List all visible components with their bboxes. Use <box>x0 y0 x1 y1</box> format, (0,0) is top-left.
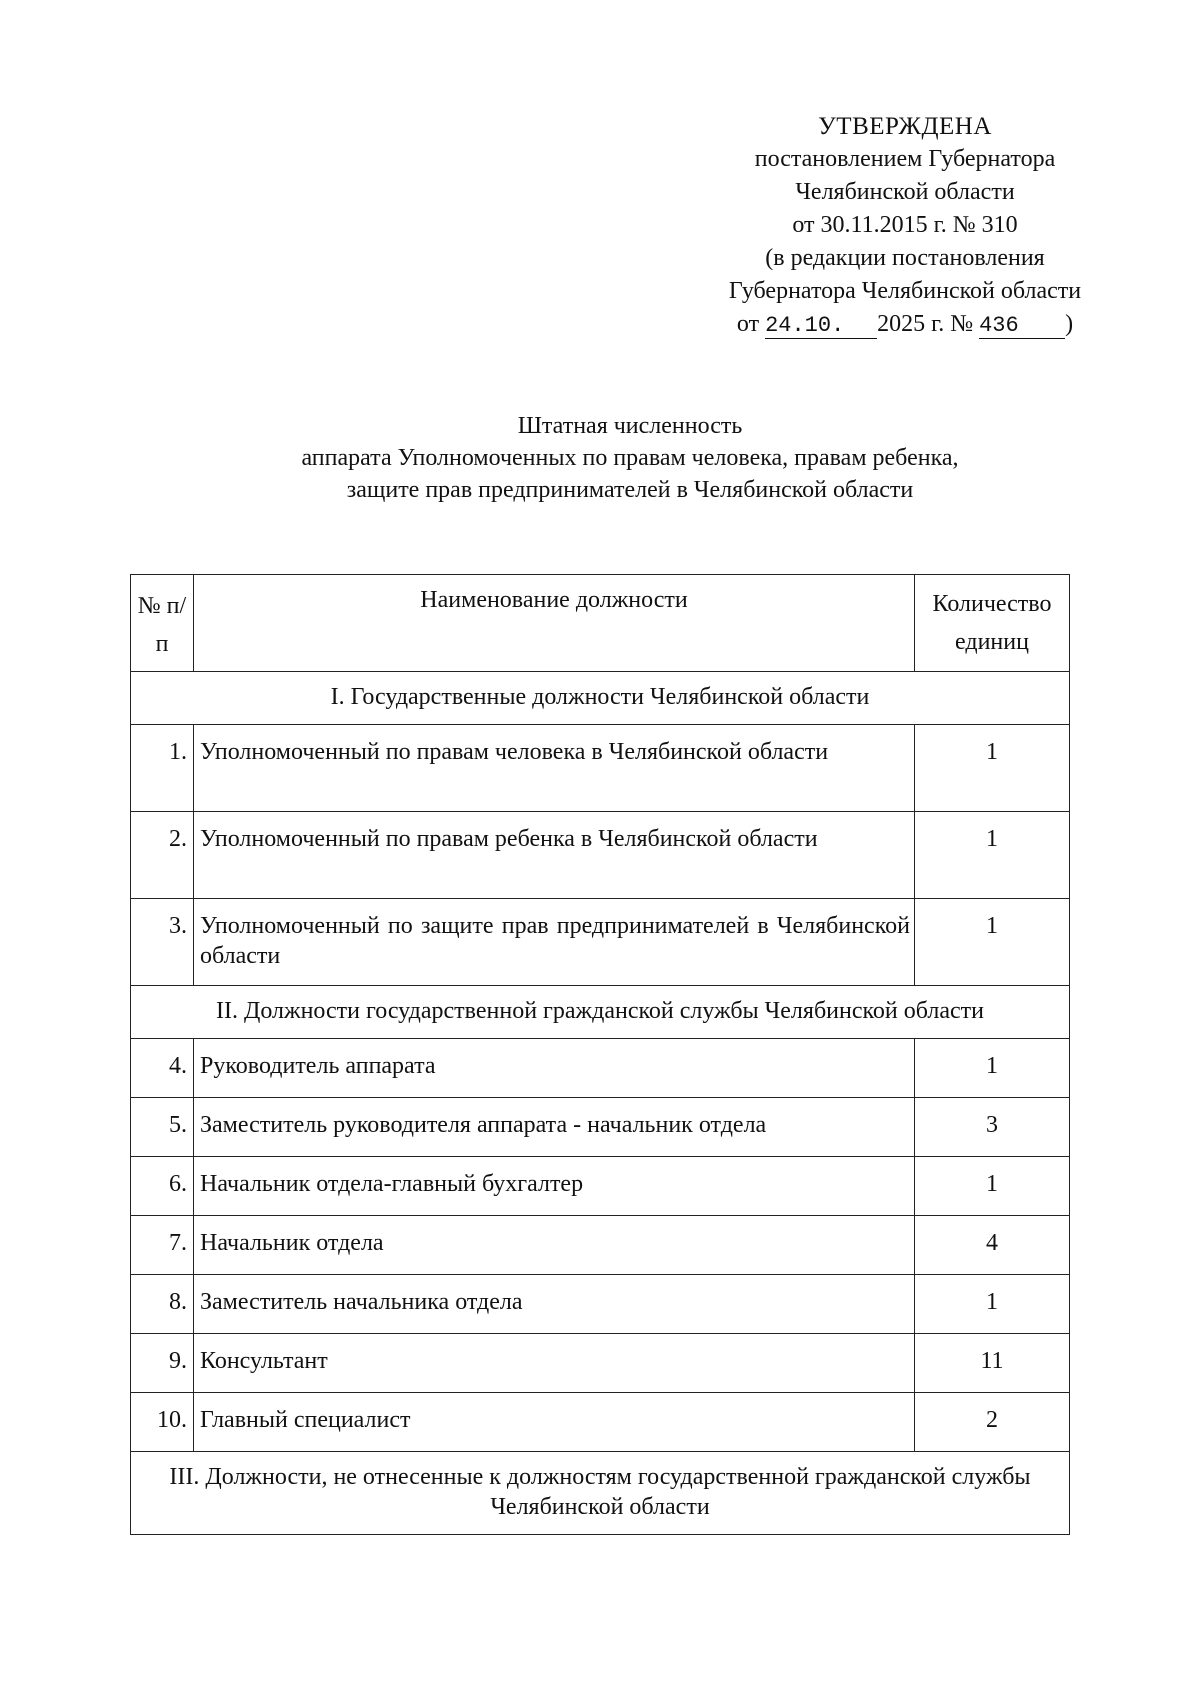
row-number: 8. <box>131 1275 194 1334</box>
row-position-name: Уполномоченный по правам человека в Челябинской области <box>194 725 915 812</box>
closing-paren: ) <box>1065 311 1074 337</box>
row-quantity: 2 <box>915 1393 1070 1452</box>
row-position-name: Консультант <box>194 1334 915 1393</box>
table-header-row <box>131 575 1070 672</box>
section-title: III. Должности, не отнесенные к должностям государственной гражданской службы Челябинской области <box>131 1452 1070 1535</box>
row-position-name: Руководитель аппарата <box>194 1039 915 1098</box>
approval-line: (в редакции постановления <box>765 245 1045 271</box>
row-quantity: 1 <box>915 1275 1070 1334</box>
row-position-name: Уполномоченный по правам ребенка в Челябинской области <box>194 812 915 899</box>
section-row <box>131 986 1070 1039</box>
row-number: 2. <box>131 812 194 899</box>
row-number: 3. <box>131 899 194 986</box>
table-row <box>131 1393 1070 1452</box>
row-number: 5. <box>131 1098 194 1157</box>
row-position-name: Уполномоченный по защите прав предпринимателей в Челябинской области <box>194 899 915 986</box>
row-number: 9. <box>131 1334 194 1393</box>
table-row <box>131 1157 1070 1216</box>
table-row <box>131 725 1070 812</box>
document-title-line: аппарата Уполномоченных по правам человека, правам ребенка, <box>301 445 959 471</box>
approval-line: постановлением Губернатора <box>754 146 1056 172</box>
document-title-line: Штатная численность <box>517 413 743 439</box>
section-row <box>131 1452 1070 1535</box>
staff-table <box>130 574 1070 1535</box>
row-position-name: Начальник отдела-главный бухгалтер <box>194 1157 915 1216</box>
document-title <box>120 410 1140 506</box>
approval-line: Губернатора Челябинской области <box>728 278 1082 304</box>
row-quantity: 11 <box>915 1334 1070 1393</box>
row-number: 6. <box>131 1157 194 1216</box>
table-row <box>131 1334 1070 1393</box>
row-quantity: 3 <box>915 1098 1070 1157</box>
row-quantity: 1 <box>915 725 1070 812</box>
row-quantity: 1 <box>915 1039 1070 1098</box>
amendment-date-value: 24.10. <box>765 314 877 339</box>
approval-block <box>660 110 1150 341</box>
row-position-name: Заместитель руководителя аппарата - начальник отдела <box>194 1098 915 1157</box>
header-number: № п/п <box>131 575 194 672</box>
row-number: 1. <box>131 725 194 812</box>
row-number: 4. <box>131 1039 194 1098</box>
row-quantity: 1 <box>915 1157 1070 1216</box>
row-position-name: Главный специалист <box>194 1393 915 1452</box>
row-number: 7. <box>131 1216 194 1275</box>
amendment-date-line <box>660 308 1150 341</box>
header-position-name: Наименование должности <box>194 575 915 672</box>
table-row <box>131 899 1070 986</box>
document-title-line: защите прав предпринимателей в Челябинской области <box>346 477 914 503</box>
table-row <box>131 1275 1070 1334</box>
table-row <box>131 812 1070 899</box>
amendment-number-value: 436 <box>979 314 1065 339</box>
approval-line: Челябинской области <box>795 179 1015 205</box>
amendment-year-text: 2025 г. № <box>877 311 974 337</box>
section-title: II. Должности государственной гражданской службы Челябинской области <box>131 986 1070 1039</box>
row-quantity: 1 <box>915 899 1070 986</box>
header-quantity: Количество единиц <box>915 575 1070 672</box>
row-quantity: 4 <box>915 1216 1070 1275</box>
table-row <box>131 1216 1070 1275</box>
section-row <box>131 672 1070 725</box>
approval-line: от 30.11.2015 г. № 310 <box>792 212 1018 238</box>
row-quantity: 1 <box>915 812 1070 899</box>
section-title: I. Государственные должности Челябинской области <box>131 672 1070 725</box>
table-row <box>131 1098 1070 1157</box>
date-prefix: от <box>736 311 760 337</box>
row-number: 10. <box>131 1393 194 1452</box>
approval-title: УТВЕРЖДЕНА <box>818 113 992 140</box>
table-row <box>131 1039 1070 1098</box>
row-position-name: Заместитель начальника отдела <box>194 1275 915 1334</box>
row-position-name: Начальник отдела <box>194 1216 915 1275</box>
